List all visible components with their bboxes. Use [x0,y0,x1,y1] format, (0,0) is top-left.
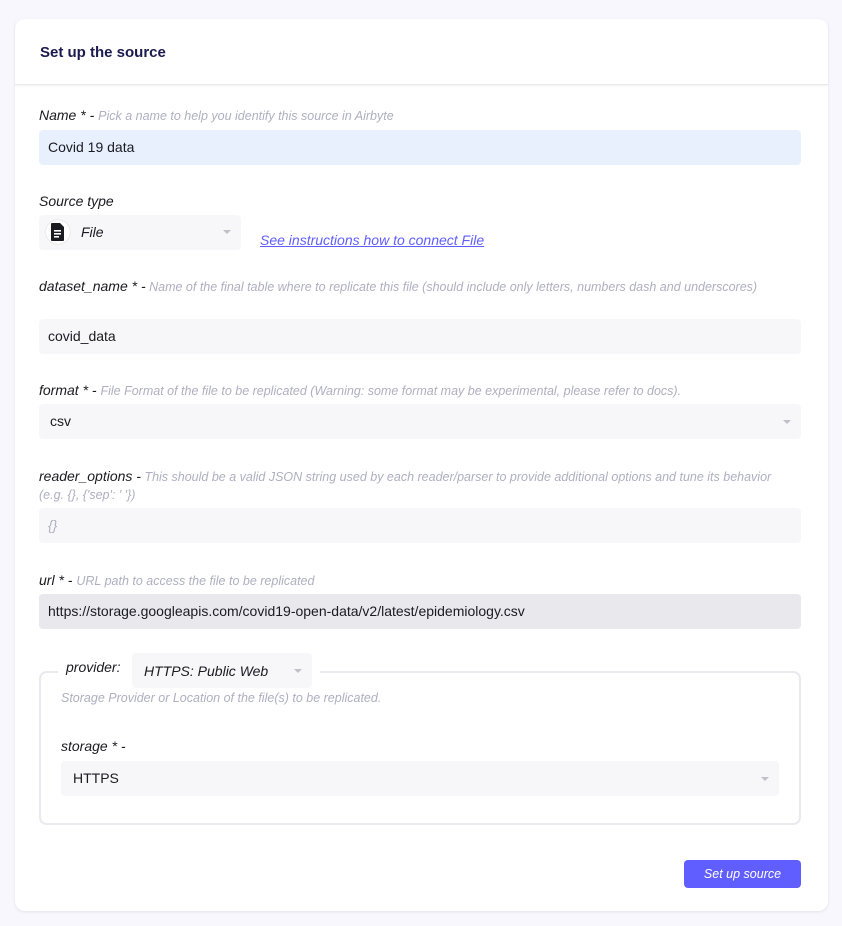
provider-description: Storage Provider or Location of the file(s) to be replicated. [61,691,382,705]
url-hint: URL path to access the file to be replicated [76,574,315,588]
format-hint: File Format of the file to be replicated (Warning: some format may be experimental, please refer to docs). [100,384,682,398]
chevron-down-icon [294,669,302,673]
reader-options-label: reader_options - [39,468,141,484]
format-select[interactable] [39,404,801,439]
storage-label: storage * - [61,738,126,754]
url-input[interactable]: https://storage.googleapis.com/covid19-open-data/v2/latest/epidemiology.csv [39,594,801,629]
storage-value: HTTPS [73,770,119,786]
reader-options-input[interactable]: {} [39,508,801,543]
format-label-row [39,382,681,398]
page-title: Set up the source [40,44,166,61]
dataset-name-label-row [39,277,779,296]
dataset-name-label: dataset_name * - [39,278,146,294]
chevron-down-icon [783,420,791,424]
url-label: url * - [39,572,73,588]
instructions-link[interactable]: See instructions how to connect File [260,232,485,248]
dataset-name-hint: Name of the final table where to replicate this file (should include only letters, numbers dash and underscores) [149,280,758,294]
url-label-row [39,572,314,588]
source-type-value: File [81,224,104,240]
storage-select[interactable] [61,761,779,796]
source-type-label: Source type [39,193,114,209]
name-hint: Pick a name to help you identify this source in Airbyte [98,109,394,123]
file-document-icon [46,220,70,244]
chevron-down-icon [761,777,769,781]
name-label-row [39,107,394,123]
dataset-name-input[interactable]: covid_data [39,319,801,354]
source-type-select[interactable] [39,215,241,250]
reader-options-label-row [39,467,799,504]
name-input[interactable]: Covid 19 data [39,130,801,165]
source-setup-card [15,19,828,911]
chevron-down-icon [223,230,231,234]
set-up-source-button[interactable]: Set up source [684,860,801,888]
provider-select[interactable] [132,653,312,688]
card-header [15,19,828,85]
format-label: format * - [39,382,97,398]
provider-value: HTTPS: Public Web [144,663,269,679]
format-value: csv [50,413,71,429]
name-label: Name * - [39,107,95,123]
provider-label: provider: [66,659,121,675]
reader-options-hint: This should be a valid JSON string used by each reader/parser to provide additional options and tune its behavior (e.g. {}, {'sep': ' '}) [39,470,772,502]
